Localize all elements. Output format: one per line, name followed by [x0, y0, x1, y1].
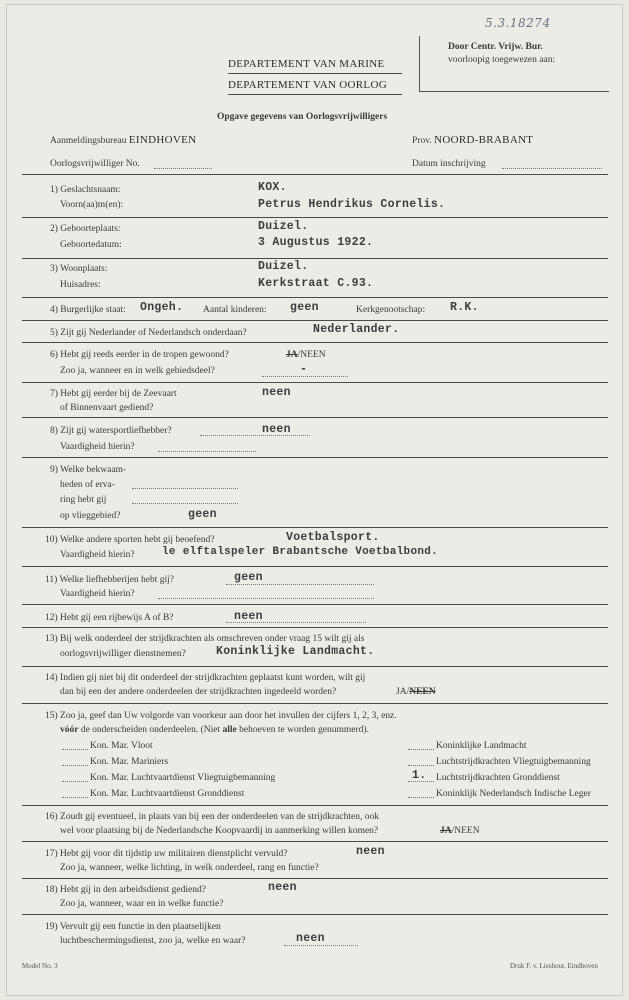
- q9-line4: op vlieggebied?: [60, 511, 121, 521]
- q14-line1: 14) Indien gij niet bij dit onderdeel der strijdkrachten geplaatst kunt worden, wilt gij: [45, 673, 366, 683]
- handwritten-reference: 5.3.18274: [485, 16, 551, 30]
- q4-children-value: geen: [290, 301, 319, 314]
- q16-line1: 16) Zoudt gij eventueel, in plaats van bij een der onderdeelen van de strijdkrachten, ook: [45, 812, 379, 822]
- q6-ja-struck: JA: [286, 350, 298, 360]
- bureau-label: Aanmeldingsbureau EINDHOVEN: [50, 134, 197, 146]
- q15-option-mariniers: Kon. Mar. Mariniers: [90, 757, 169, 767]
- q17-line2: Zoo ja, wanneer, welke lichting, in welk onderdeel, rang en functie?: [60, 863, 319, 873]
- q5-nationality-label: 5) Zijt gij Nederlander of Nederlandsch onderdaan?: [50, 328, 247, 338]
- bureau-value: EINDHOVEN: [128, 134, 197, 146]
- q12-license-label: 12) Hebt gij een rijbewijs A of B?: [45, 613, 174, 623]
- model-number: Model No. 3: [22, 962, 58, 970]
- bureau-box-line1: Door Centr. Vrijw. Bur.: [448, 42, 543, 52]
- q12-value: neen: [234, 610, 263, 623]
- q17-line1: 17) Hebt gij voor dit tijdstip uw militairen dienstplicht vervuld?: [45, 849, 288, 859]
- q1-firstnames-value: Petrus Hendrikus Cornelis.: [258, 198, 446, 211]
- q7-value: neen: [262, 386, 291, 399]
- q7-inland-label: of Binnenvaart gediend?: [60, 403, 154, 413]
- q3-address-value: Kerkstraat C.93.: [258, 277, 374, 290]
- q17-value: neen: [356, 845, 385, 858]
- q6-neen: /NEEN: [297, 350, 326, 360]
- volunteer-number-label: Oorlogsvrijwilliger No.: [50, 159, 140, 169]
- q10-skill-value: le elftalspeler Brabantsche Voetbalbond.: [162, 546, 439, 558]
- q8-watersport-label: 8) Zijt gij watersportliefhebber?: [50, 426, 172, 436]
- q10-sports-label: 10) Welke andere sporten hebt gij beoefend?: [45, 535, 215, 545]
- q14-line2: dan bij een der andere onderdeelen der strijdkrachten ingedeeld worden?: [60, 687, 337, 697]
- q2-birthdate-label: Geboortedatum:: [60, 240, 122, 250]
- q9-line1: 9) Welke bekwaam-: [50, 465, 127, 475]
- q13-value: Koninklijke Landmacht.: [216, 645, 375, 658]
- q18-value: neen: [268, 881, 297, 894]
- q6-tropics-label: 6) Hebt gij reeds eerder in de tropen gewoond?: [50, 350, 229, 360]
- dept-oorlog-title: DEPARTEMENT VAN OORLOG: [228, 79, 387, 91]
- q15-option-mar-luchtvaart-bemanning: Kon. Mar. Luchtvaartdienst Vliegtuigbemanning: [90, 773, 276, 783]
- q5-nationality-value: Nederlander.: [313, 323, 400, 336]
- q15-line1: 15) Zoo ja, geef dan Uw volgorde van voorkeur aan door het invullen der cijfers 1, 2, 3, enz.: [45, 711, 397, 721]
- q6-answer: [286, 350, 326, 360]
- q16-line2: wel voor plaatsing bij de Nederlandsche Koopvaardij in aanmerking willen komen?: [60, 826, 379, 836]
- q13-line1: 13) Bij welk onderdeel der strijdkrachten als omschreven onder vraag 15 wilt gij als: [45, 634, 365, 644]
- q18-line2: Zoo ja, wanneer, waar en in welke functie?: [60, 899, 224, 909]
- q4-religion-value: R.K.: [450, 301, 479, 314]
- q16-ja-struck: JA: [440, 826, 452, 836]
- q2-birthplace-label: 2) Geboorteplaats:: [50, 224, 121, 234]
- q2-birthdate-value: 3 Augustus 1922.: [258, 236, 374, 249]
- q15-option-knil: Koninklijk Nederlandsch Indische Leger: [436, 789, 591, 799]
- q11-skill-label: Vaardigheid hierin?: [60, 589, 135, 599]
- q3-residence-value: Duizel.: [258, 260, 309, 273]
- q15-option-mar-luchtvaart-grond: Kon. Mar. Luchtvaartdienst Gronddienst: [90, 789, 245, 799]
- q18-line1: 18) Hebt gij in den arbeidsdienst gediend?: [45, 885, 206, 895]
- q9-value: geen: [188, 508, 217, 521]
- q4-civil-status-value: Ongeh.: [140, 301, 184, 314]
- q4-children-label: Aantal kinderen:: [203, 305, 267, 315]
- q7-sea-label: 7) Hebt gij eerder bij de Zeevaart: [50, 389, 177, 399]
- registration-date-label: Datum inschrijving: [412, 159, 486, 169]
- q16-neen: /NEEN: [451, 826, 480, 836]
- form-subtitle: Opgave gegevens van Oorlogsvrijwilligers: [217, 112, 388, 122]
- q15-option-landmacht: Koninklijke Landmacht: [436, 741, 527, 751]
- q19-line1: 19) Vervult gij een functie in den plaatselijken: [45, 922, 221, 932]
- q6-where-label: Zoo ja, wanneer en in welk gebiedsdeel?: [60, 366, 215, 376]
- q1-surname-label: 1) Geslachtsnaam:: [50, 185, 121, 195]
- q1-surname-value: KOX.: [258, 181, 287, 194]
- q19-value: neen: [296, 932, 325, 945]
- q11-value: geen: [234, 571, 263, 584]
- bureau-box-line2: voorloopig toegewezen aan:: [448, 55, 556, 65]
- province-value: NOORD-BRABANT: [434, 134, 534, 146]
- q9-line2: heden of erva-: [60, 480, 115, 490]
- q9-line3: ring hebt gij: [60, 495, 107, 505]
- q16-answer: [440, 826, 480, 836]
- dept-marine-title: DEPARTEMENT VAN MARINE: [228, 58, 385, 70]
- q11-hobbies-label: 11) Welke liefhebberijen hebt gij?: [45, 575, 175, 585]
- q8-value: neen: [262, 423, 291, 436]
- q10-skill-label: Vaardigheid hierin?: [60, 550, 135, 560]
- q4-religion-label: Kerkgenootschap:: [356, 305, 426, 315]
- q6-where-value: -: [300, 363, 308, 376]
- q15-line2: vóór de onderscheiden onderdeelen. (Niet alle behoeven te worden genummerd).: [60, 725, 369, 735]
- q3-address-label: Huisadres:: [60, 280, 101, 290]
- q15-option-vloot: Kon. Mar. Vloot: [90, 741, 153, 751]
- q15-option-lsk-bemanning: Luchtstrijdkrachten Vliegtuigbemanning: [436, 757, 591, 767]
- q13-line2: oorlogsvrijwilliger dienstnemen?: [60, 649, 186, 659]
- q1-firstnames-label: Voorn(aa)m(en):: [60, 200, 124, 210]
- q10-sports-value: Voetbalsport.: [286, 531, 380, 544]
- q14-ja: JA/: [396, 687, 410, 697]
- printer-credit: Druk F. v. Lieshout, Eindhoven: [510, 962, 598, 970]
- q4-civil-status-label: 4) Burgerlijke staat:: [50, 305, 126, 315]
- province-label: Prov. NOORD-BRABANT: [412, 134, 534, 146]
- q3-residence-label: 3) Woonplaats:: [50, 264, 108, 274]
- q14-neen-struck: NEEN: [409, 687, 436, 697]
- q14-answer: [396, 687, 436, 697]
- q15-option-lsk-grond: Luchtstrijdkrachten Gronddienst: [436, 773, 560, 783]
- q8-skill-label: Vaardigheid hierin?: [60, 442, 135, 452]
- q2-birthplace-value: Duizel.: [258, 220, 309, 233]
- q19-line2: luchtbeschermingsdienst, zoo ja, welke en waar?: [60, 936, 246, 946]
- q15-choice-1: 1.: [412, 769, 427, 782]
